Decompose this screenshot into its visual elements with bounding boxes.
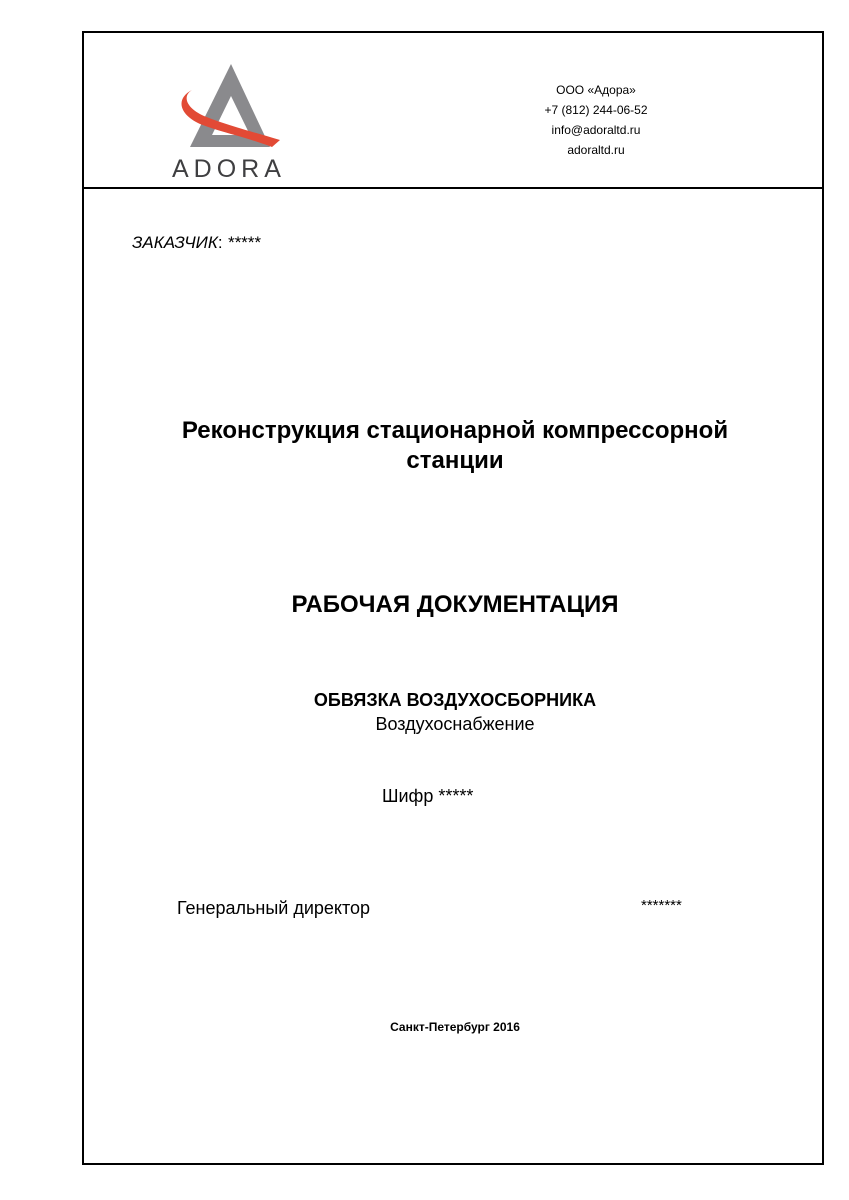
company-phone: +7 (812) 244-06-52 — [544, 103, 648, 117]
project-title — [120, 416, 790, 476]
section-subtitle: Воздухоснабжение — [375, 714, 535, 734]
document-cipher: Шифр ***** — [382, 786, 474, 806]
customer-label: ЗАКАЗЧИК — [132, 233, 218, 252]
customer-line — [132, 233, 260, 253]
company-logo — [168, 62, 298, 182]
signature-role: Генеральный директор — [177, 898, 371, 918]
document-type: РАБОЧАЯ ДОКУМЕНТАЦИЯ — [291, 591, 619, 618]
header-divider — [82, 187, 824, 189]
customer-value: ***** — [227, 233, 261, 252]
adora-logo-icon — [168, 62, 298, 157]
section-title: ОБВЯЗКА ВОЗДУХОСБОРНИКА — [313, 690, 597, 710]
city-year: Санкт-Петербург 2016 — [390, 1020, 520, 1034]
signature-name: ******* — [641, 897, 682, 914]
company-email: info@adoraltd.ru — [551, 123, 641, 137]
company-contacts — [496, 80, 696, 160]
company-website: adoraltd.ru — [567, 143, 625, 157]
logo-wordmark: ADORA — [172, 155, 286, 183]
project-title-line-2: станции — [406, 447, 504, 474]
company-name: ООО «Адора» — [556, 83, 636, 97]
customer-separator: : — [217, 233, 228, 252]
project-title-line-1: Реконструкция стационарной компрессорной — [181, 417, 729, 444]
